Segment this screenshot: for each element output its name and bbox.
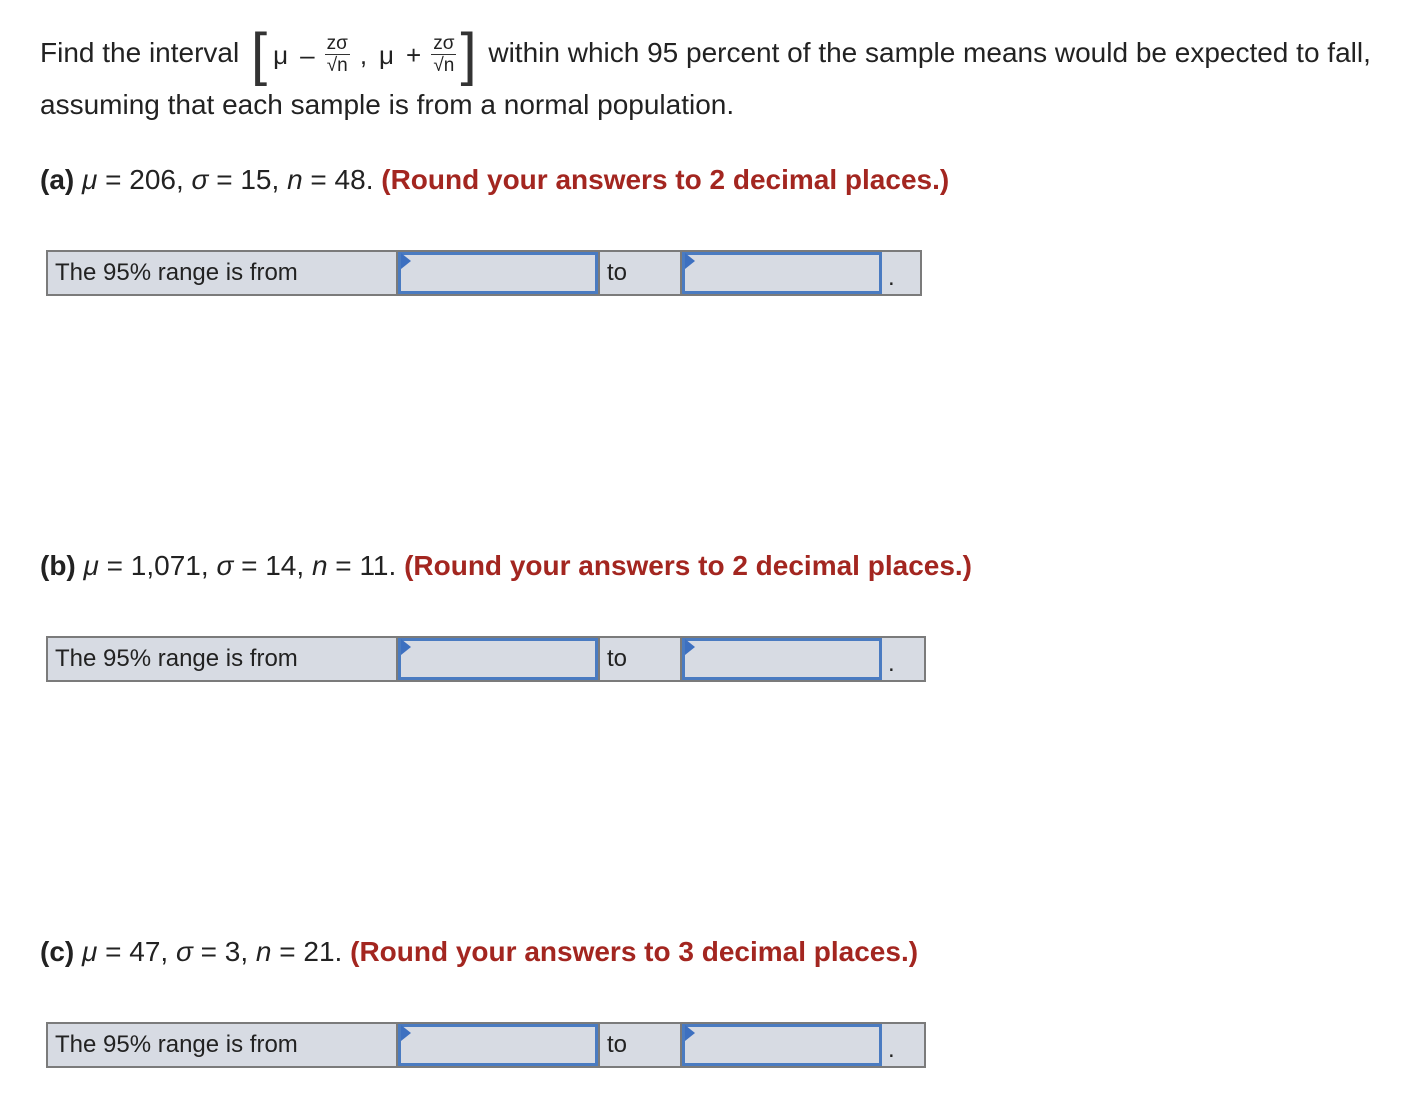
fraction-denominator: √n	[326, 55, 348, 77]
bracket-close: ]	[460, 21, 477, 87]
lower-bound-input[interactable]	[398, 1024, 598, 1066]
fraction-right	[431, 33, 456, 76]
upper-bound-input[interactable]	[682, 638, 882, 680]
flag-icon	[401, 253, 411, 269]
intro-text-after: within which 95 percent of the sample means would be expected to fall, assuming that each sample is from a normal population.	[40, 37, 1371, 120]
part-label: (c)	[40, 936, 75, 967]
n-symbol: n	[311, 550, 328, 581]
question-b	[40, 550, 972, 582]
mu-value: = 1,071,	[98, 550, 217, 581]
n-value: = 21.	[271, 936, 343, 967]
problem-intro	[40, 21, 1380, 130]
period: .	[888, 650, 895, 677]
mu-symbol: μ	[83, 550, 99, 581]
fraction-denominator: √n	[433, 55, 455, 77]
to-label: to	[598, 252, 682, 294]
answer-row-b	[46, 636, 926, 682]
range-label: The 95% range is from	[48, 252, 398, 294]
mu-symbol: μ	[273, 39, 289, 70]
bracket-open: [	[251, 21, 268, 87]
fraction-left	[325, 33, 350, 76]
flag-icon	[685, 639, 695, 655]
range-label: The 95% range is from	[48, 638, 398, 680]
interval-formula	[251, 21, 477, 87]
sigma-symbol: σ	[191, 164, 209, 195]
lower-bound-input[interactable]	[398, 252, 598, 294]
sigma-symbol: σ	[216, 550, 234, 581]
part-label: (a)	[40, 164, 75, 195]
n-symbol: n	[255, 936, 272, 967]
n-symbol: n	[287, 164, 303, 195]
mu-symbol: μ	[82, 164, 98, 195]
n-value: = 11.	[327, 550, 397, 581]
flag-icon	[685, 1025, 695, 1041]
sigma-value: = 3,	[192, 936, 256, 967]
period: .	[888, 264, 895, 291]
question-a	[40, 164, 949, 196]
rounding-instruction: (Round your answers to 2 decimal places.)	[404, 550, 973, 581]
intro-text-before: Find the interval	[40, 37, 240, 68]
mu-value: = 206,	[97, 164, 192, 195]
flag-icon	[401, 1025, 411, 1041]
minus-sign: –	[300, 39, 315, 70]
sigma-symbol: σ	[175, 936, 193, 967]
rounding-instruction: (Round your answers to 2 decimal places.)	[381, 164, 950, 195]
mu-value: = 47,	[97, 936, 176, 967]
n-value: = 48.	[302, 164, 374, 195]
to-label: to	[598, 1024, 682, 1066]
mu-symbol: μ	[82, 936, 98, 967]
plus-sign: +	[406, 39, 422, 70]
upper-bound-input[interactable]	[682, 252, 882, 294]
flag-icon	[685, 253, 695, 269]
to-label: to	[598, 638, 682, 680]
comma: ,	[359, 39, 368, 70]
range-label: The 95% range is from	[48, 1024, 398, 1066]
upper-bound-input[interactable]	[682, 1024, 882, 1066]
flag-icon	[401, 639, 411, 655]
part-label: (b)	[40, 550, 76, 581]
period: .	[888, 1036, 895, 1063]
rounding-instruction: (Round your answers to 3 decimal places.)	[350, 936, 919, 967]
question-c	[40, 936, 918, 968]
answer-row-c	[46, 1022, 926, 1068]
sigma-value: = 15,	[208, 164, 288, 195]
answer-row-a	[46, 250, 922, 296]
fraction-numerator: zσ	[326, 33, 348, 55]
sigma-value: = 14,	[233, 550, 312, 581]
lower-bound-input[interactable]	[398, 638, 598, 680]
fraction-numerator: zσ	[433, 33, 455, 55]
mu-symbol: μ	[379, 39, 395, 70]
